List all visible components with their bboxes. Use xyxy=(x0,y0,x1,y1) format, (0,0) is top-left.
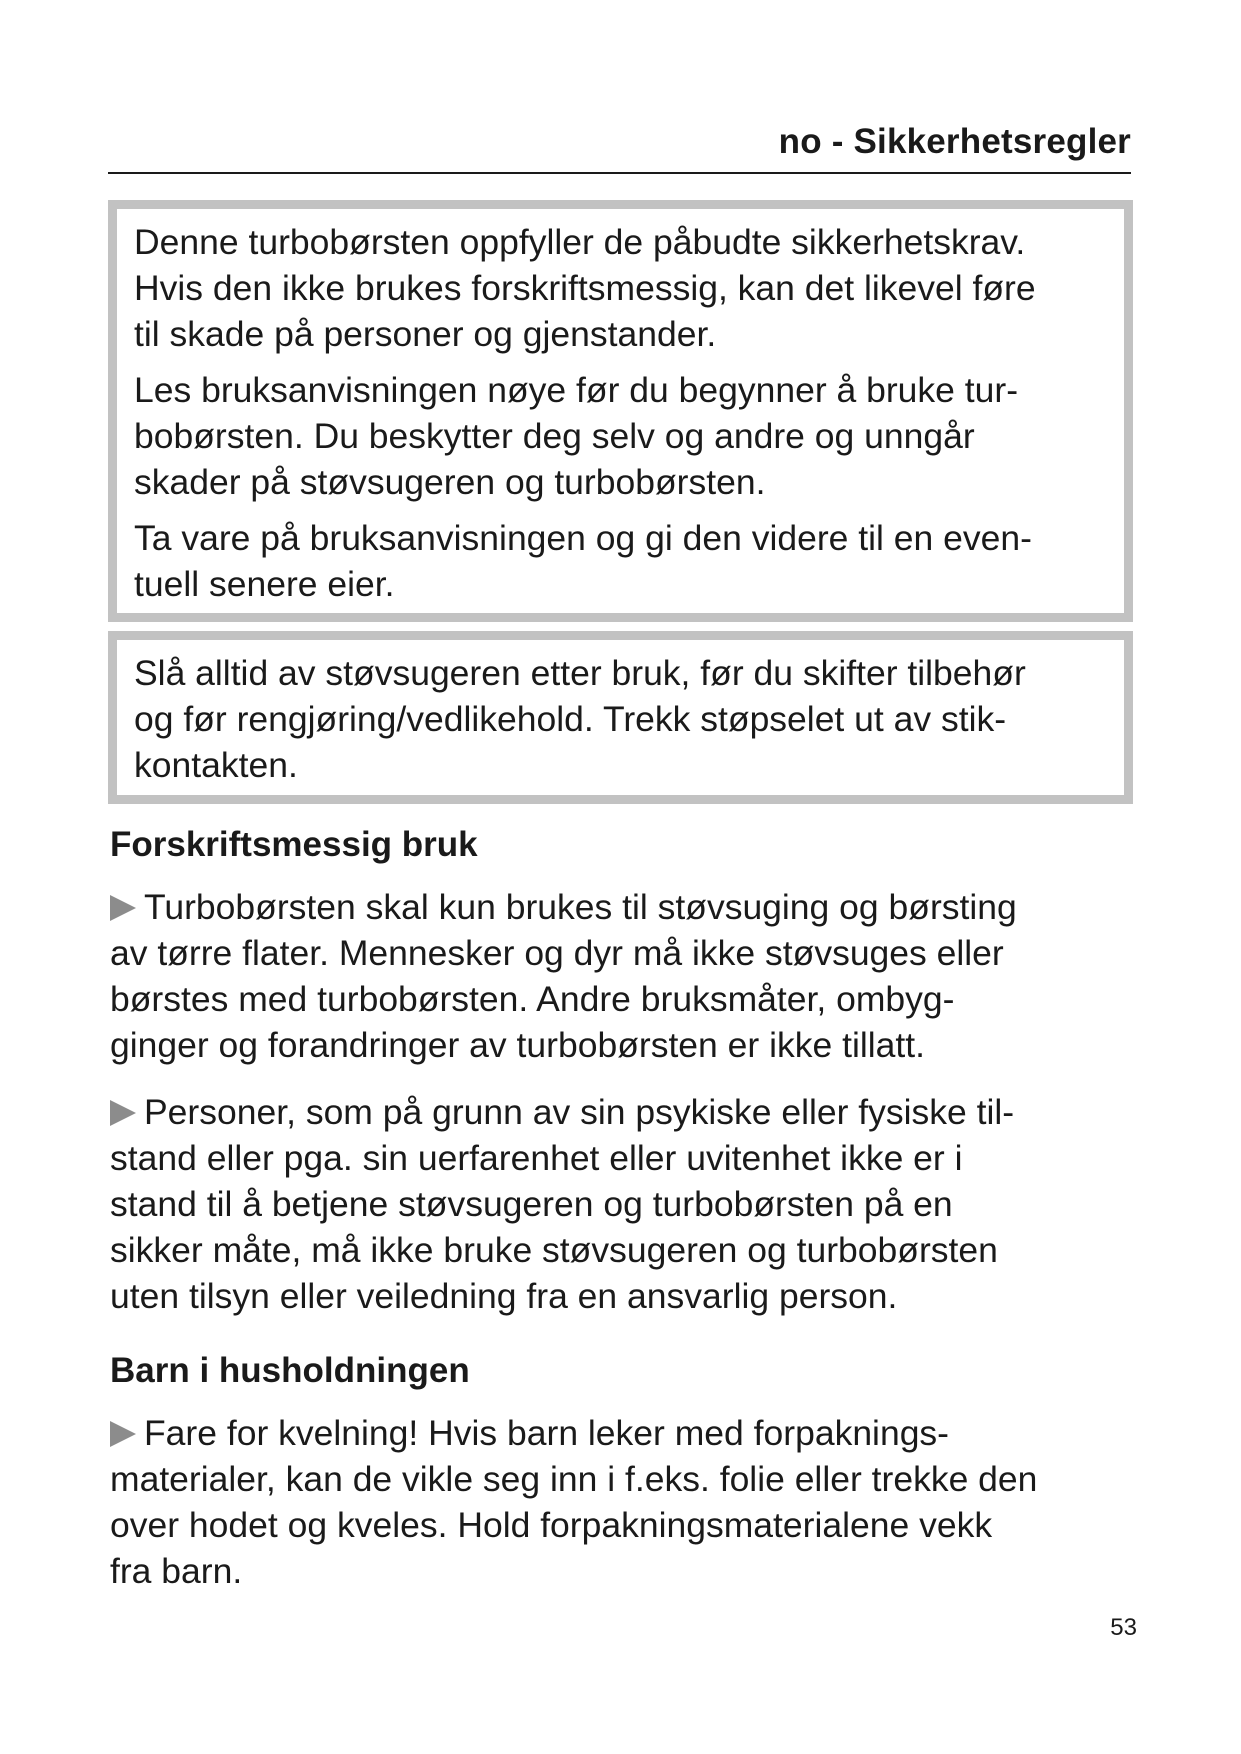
bullet-text: Fare for kvelning! Hvis barn leker med forpaknings- materialer, kan de vikle seg inn i f.eks. folie eller trekke den over hodet og kveles. Hold forpakningsmaterialene vekk fra barn. xyxy=(110,1413,1038,1591)
safety-notice-box xyxy=(108,200,1133,622)
section-title-children: Barn i husholdningen xyxy=(110,1351,470,1390)
notice-paragraph: Ta vare på bruksanvisningen og gi den videre til en even- tuell senere eier. xyxy=(134,518,1032,604)
page-number: 53 xyxy=(1110,1614,1137,1641)
section-title-intended-use: Forskriftsmessig bruk xyxy=(110,825,478,864)
notice-paragraph: Les bruksanvisningen nøye før du begynner å bruke tur- bobørsten. Du beskytter deg selv og andre og unngår skader på støvsugeren og turbobørsten. xyxy=(134,370,1019,502)
notice-paragraph: Denne turbobørsten oppfyller de påbudte sikkerhetskrav. Hvis den ikke brukes forskriftsmessig, kan det likevel føre til skade på personer og gjenstander. xyxy=(134,222,1036,354)
bullet-text: Personer, som på grunn av sin psykiske eller fysiske til- stand eller pga. sin uerfarenhet eller uvitenhet ikke er i stand til å betjene støvsugeren og turbobørsten på en sikker måte, må ikke bruke støvsugeren og turbobørsten uten tilsyn eller veiledning fra en ansvarlig person. xyxy=(110,1092,1015,1316)
bullet-text: Turbobørsten skal kun brukes til støvsuging og børsting av tørre flater. Mennesker og dyr må ikke støvsuges eller børstes med turbobørsten. Andre bruksmåter, ombyg- ginger og forandringer av turbobørsten er ikke tillatt. xyxy=(110,887,1017,1065)
bullet-item xyxy=(110,1089,1140,1319)
header-title: no - Sikkerhetsregler xyxy=(778,122,1131,161)
notice-paragraph: Slå alltid av støvsugeren etter bruk, før du skifter tilbehør og før rengjøring/vedlikehold. Trekk støpselet ut av stik- kontakten. xyxy=(134,653,1026,785)
triangle-bullet-icon xyxy=(110,1421,136,1447)
bullet-item xyxy=(110,1410,1140,1594)
page-header xyxy=(108,118,1131,174)
triangle-bullet-icon xyxy=(110,895,136,921)
triangle-bullet-icon xyxy=(110,1100,136,1126)
bullet-item xyxy=(110,884,1140,1068)
unplug-notice-box xyxy=(108,631,1133,804)
